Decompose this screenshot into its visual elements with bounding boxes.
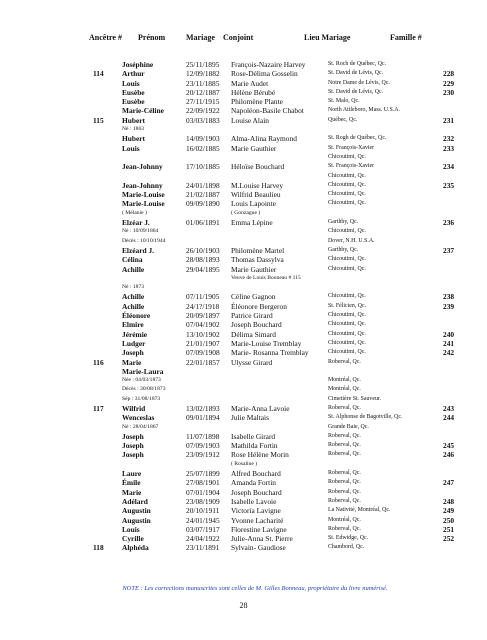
first-name: Né : 10/09/1864	[122, 228, 159, 235]
marriage-place: Garthby, Qc.	[328, 219, 359, 226]
spouse-name: Marie-Louise Tremblay	[231, 338, 302, 348]
marriage-place: Chicoutimi, Qc.	[328, 172, 366, 179]
marriage-date: 22/01/1857	[186, 357, 220, 367]
first-name: Augustin	[122, 515, 151, 525]
marriage-date: 13/10/1902	[186, 329, 220, 339]
table-row	[0, 134, 487, 143]
first-name: Joseph	[122, 441, 144, 451]
first-name: Louis	[122, 143, 140, 153]
table-row	[0, 79, 487, 88]
spouse-name: Hélène Bérubé	[231, 87, 276, 97]
first-name: Eusèbe	[122, 87, 145, 97]
family-number: 240	[443, 329, 455, 339]
table-row	[0, 543, 487, 552]
spouse-name: Ulysse Girard	[231, 357, 273, 367]
marriage-date: 24/04/1922	[186, 534, 220, 544]
marriage-place: Montréal, Qc.	[328, 377, 361, 384]
spouse-name: Alfred Bouchard	[231, 469, 281, 479]
table-row	[0, 283, 487, 292]
first-name: Sép : 31/08/1873	[122, 395, 161, 402]
header-marriage: Mariage	[186, 33, 215, 42]
first-name: Émile	[122, 478, 141, 488]
marriage-place: Roberval, Qc.	[328, 432, 361, 439]
family-number: 234	[443, 162, 455, 172]
first-name: ( Mélanie )	[122, 209, 147, 216]
first-name: Jean-Johnny	[122, 162, 163, 172]
first-name: Éléonore	[122, 311, 151, 321]
marriage-date: 28/08/1893	[186, 255, 220, 265]
spouse-name: Emma Lépine	[231, 218, 273, 228]
spouse-name: Louise Alain	[231, 115, 269, 125]
spouse-name: Joseph Bouchard	[231, 487, 282, 497]
marriage-date: 23/09/1912	[186, 450, 220, 460]
spouse-name: Rose Hélène Morin	[231, 450, 289, 460]
marriage-place: North Attleboro, Mass. U.S.A.	[328, 107, 400, 114]
table-row	[0, 525, 487, 534]
ancestor-number: 117	[93, 403, 104, 413]
marriage-place: St. Edwidge, Qc.	[328, 535, 369, 542]
table-row	[0, 404, 487, 413]
table-row	[0, 255, 487, 264]
spouse-name: Sylvain- Gaudiose	[231, 543, 286, 553]
marriage-place: Garthby, Qc.	[328, 246, 359, 253]
table-row	[0, 265, 487, 274]
first-name: Hubert	[122, 115, 145, 125]
spouse-name: Philomène Martel	[231, 245, 285, 255]
marriage-place: Roberval, Qc.	[328, 451, 361, 458]
spouse-name: Éléonore Bergeron	[231, 301, 287, 311]
marriage-place: Notre Dame de Lévis, Qc.	[328, 79, 390, 86]
table-row	[0, 367, 487, 376]
family-number: 236	[443, 218, 455, 228]
first-name: Elmire	[122, 320, 144, 330]
spouse-name: Marie Gauthier	[231, 264, 277, 274]
marriage-date: 07/01/1904	[186, 487, 220, 497]
table-row	[0, 125, 487, 134]
first-name: Joséphine	[122, 60, 154, 69]
family-number: 231	[443, 115, 455, 125]
family-number: 244	[443, 413, 455, 423]
table-row	[0, 246, 487, 255]
first-name: Marie	[122, 357, 142, 367]
marriage-date: 20/10/1911	[186, 506, 220, 516]
spouse-name: Mathilda Fortin	[231, 441, 278, 451]
family-number: 243	[443, 403, 455, 413]
marriage-place: Chicoutimi, Qc.	[328, 330, 366, 337]
marriage-place: Chicoutimi, Qc.	[328, 312, 366, 319]
family-number: 249	[443, 506, 455, 516]
table-row	[0, 153, 487, 162]
marriage-date: 07/04/1902	[186, 320, 220, 330]
marriage-place: St. David de Lévis, Qc.	[328, 88, 384, 95]
table-row	[0, 172, 487, 181]
marriage-date: 21/01/1907	[186, 338, 220, 348]
table-row	[0, 478, 487, 487]
marriage-date: 14/09/1903	[186, 134, 220, 144]
first-name: Alphéda	[122, 543, 149, 553]
header-spouse: Conjoint	[223, 33, 254, 42]
first-name: Joseph	[122, 348, 144, 358]
marriage-date: 20/09/1897	[186, 311, 220, 321]
family-number: 251	[443, 524, 455, 534]
first-name: Wenceslas	[122, 413, 155, 423]
table-row	[0, 348, 487, 357]
marriage-place: St. Alphonse de Bagotville, Qc.	[328, 414, 403, 421]
table-row	[0, 88, 487, 97]
family-number: 247	[443, 478, 455, 488]
first-name: Jérémie	[122, 329, 148, 339]
marriage-date: 24/1?/1918	[186, 301, 220, 311]
spouse-name: Napoléon-Basile Chabot	[231, 106, 304, 116]
first-name: Célina	[122, 255, 143, 265]
first-name: Décès : 30/08/1873	[122, 386, 166, 393]
marriage-date: 01/06/1891	[186, 218, 220, 228]
spouse-name: Alma-Alina Raymond	[231, 134, 297, 144]
ancestor-number: 116	[93, 357, 104, 367]
marriage-date: 07/09/1908	[186, 348, 220, 358]
family-number: 230	[443, 87, 455, 97]
marriage-place: Roberval, Qc.	[328, 404, 361, 411]
first-name: Ludger	[122, 338, 146, 348]
marriage-date: 16/02/1885	[186, 143, 220, 153]
ancestor-number: 115	[93, 115, 104, 125]
first-name: Augustin	[122, 506, 151, 516]
marriage-place: Chicoutimi, Qc.	[328, 153, 366, 160]
marriage-date: 11/07/1898	[186, 431, 220, 441]
marriage-place: Roberval, Qc.	[328, 470, 361, 477]
table-row	[0, 423, 487, 432]
marriage-place: Chambord, Qc.	[328, 544, 365, 551]
marriage-date: 03/03/1883	[186, 115, 220, 125]
marriage-place: St. Rogh de Québec, Qc.	[328, 135, 387, 142]
spouse-name: Marie Audet	[231, 78, 269, 88]
page-number: 28	[239, 601, 248, 610]
table-row	[0, 534, 487, 543]
first-name: Marie-Louise	[122, 190, 165, 200]
marriage-place: Roberval, Qc.	[328, 442, 361, 449]
marriage-date: 29/04/1895	[186, 264, 220, 274]
marriage-date: 24/01/1945	[186, 515, 220, 525]
marriage-date: 24/01/1898	[186, 180, 220, 190]
ancestor-number: 118	[93, 543, 104, 553]
marriage-date: 09/01/1894	[186, 413, 220, 423]
marriage-place: Chicoutimi, Qc.	[328, 321, 366, 328]
spouse-name: Thomas Dassylva	[231, 255, 284, 265]
first-name: Achille	[122, 292, 145, 302]
genealogy-table	[0, 60, 487, 553]
marriage-place: La Nativité, Montréal, Qc.	[328, 507, 391, 514]
spouse-name: Héloïse Bouchard	[231, 162, 285, 172]
family-number: 246	[443, 450, 455, 460]
marriage-place: St. Félicien, Qc.	[328, 302, 367, 309]
header-ancestor: Ancêtre #	[89, 33, 122, 42]
first-name: Joseph	[122, 450, 144, 460]
table-row	[0, 311, 487, 320]
table-row	[0, 60, 487, 69]
header-place: Lieu Mariage	[304, 33, 351, 42]
table-row	[0, 190, 487, 199]
first-name: Hubert	[122, 134, 145, 144]
first-name: Marie-Laura	[122, 366, 164, 376]
marriage-date: 13/02/1893	[186, 403, 220, 413]
marriage-date: 27/08/1901	[186, 478, 220, 488]
table-row	[0, 227, 487, 236]
marriage-date: 23/08/1909	[186, 496, 220, 506]
first-name: Joseph	[122, 431, 144, 441]
table-row	[0, 209, 487, 218]
marriage-place: Roberval, Qc.	[328, 497, 361, 504]
first-name: Louis	[122, 78, 140, 88]
spouse-name: ( Gonzague )	[231, 209, 261, 216]
table-row	[0, 488, 487, 497]
marriage-place: Chicoutimi, Qc.	[328, 228, 366, 235]
marriage-date: 23/11/1885	[186, 78, 220, 88]
spouse-name: Joseph Bouchard	[231, 320, 282, 330]
table-row	[0, 506, 487, 515]
family-number: 242	[443, 348, 455, 358]
table-row	[0, 460, 487, 469]
marriage-date: 12/09/1882	[186, 69, 220, 79]
first-name: Arthur	[122, 69, 145, 79]
family-number: 229	[443, 78, 455, 88]
spouse-name: Amanda Fortin	[231, 478, 276, 488]
spouse-name: Julie-Anna St. Pierre	[231, 534, 293, 544]
table-row	[0, 199, 487, 208]
marriage-place: Chicoutimi, Qc.	[328, 256, 366, 263]
table-row	[0, 302, 487, 311]
table-row	[0, 358, 487, 367]
marriage-place: Montréal, Qc.	[328, 516, 361, 523]
marriage-date: 07/11/1905	[186, 292, 220, 302]
marriage-place: Dover, N.H. U.S.A.	[328, 237, 375, 244]
spouse-name: Patrice Girard	[231, 311, 273, 321]
table-row	[0, 385, 487, 394]
marriage-date: 25/07/1899	[186, 469, 220, 479]
spouse-name: ( Rosaline )	[231, 460, 258, 467]
marriage-place: Chicoutimi, Qc.	[328, 339, 366, 346]
table-row	[0, 450, 487, 459]
table-row	[0, 469, 487, 478]
marriage-place: St. François-Xavier	[328, 144, 375, 151]
first-name: Marie-Louise	[122, 199, 165, 209]
table-row	[0, 69, 487, 78]
marriage-date: 03/07/1917	[186, 524, 220, 534]
marriage-date: 25/11/1895	[186, 60, 220, 69]
first-name: Née : 04/03/1873	[122, 377, 161, 384]
marriage-place: Montréal, Qc.	[328, 386, 361, 393]
spouse-name: Céline Gagnon	[231, 292, 276, 302]
family-number: 250	[443, 515, 455, 525]
marriage-place: St. Roch de Québec, Qc.	[328, 61, 387, 67]
marriage-place: Cimetière St. Sauveur.	[328, 395, 382, 402]
marriage-date: 20/12/1887	[186, 87, 220, 97]
first-name: Elzéard J.	[122, 245, 155, 255]
marriage-place: Chicoutimi, Qc.	[328, 181, 366, 188]
family-number: 235	[443, 180, 455, 190]
marriage-place: Chicoutimi, Qc.	[328, 265, 366, 272]
marriage-place: St. David de Lévis, Qc.	[328, 70, 384, 77]
spouse-name: François-Nazaire Harvey	[231, 60, 306, 69]
spouse-name: Isabelle Girard	[231, 431, 276, 441]
first-name: Né : 1873	[122, 284, 145, 291]
marriage-date: 26/10/1903	[186, 245, 220, 255]
first-name: Achille	[122, 264, 145, 274]
family-number: 241	[443, 338, 455, 348]
header-firstname: Prénom	[138, 33, 166, 42]
table-row	[0, 339, 487, 348]
spouse-name: Philomène Plante	[231, 97, 283, 107]
table-row	[0, 413, 487, 422]
table-row	[0, 376, 487, 385]
table-row	[0, 395, 487, 404]
table-row	[0, 181, 487, 190]
first-name: Cyrille	[122, 534, 144, 544]
marriage-place: Chicoutimi, Qc.	[328, 349, 366, 356]
family-number: 232	[443, 134, 455, 144]
marriage-date: 27/11/1915	[186, 97, 220, 107]
first-name: Louis	[122, 524, 140, 534]
marriage-place: Grande Baie, Qc.	[328, 423, 369, 430]
table-row	[0, 274, 487, 283]
header-family: Famille #	[390, 33, 422, 42]
spouse-name: M.Louise Harvey	[231, 180, 284, 190]
first-name: Wilfrid	[122, 403, 146, 413]
marriage-date: 07/09/1903	[186, 441, 220, 451]
marriage-date: 17/10/1885	[186, 162, 220, 172]
spouse-name: Wilfrid Beaulieu	[231, 190, 281, 200]
marriage-place: Roberval, Qc.	[328, 488, 361, 495]
spouse-name: Louis Lapointe	[231, 199, 276, 209]
first-name: Né : 1863	[122, 126, 145, 133]
spouse-name: Marie-Anna Lavoie	[231, 403, 290, 413]
table-row	[0, 516, 487, 525]
spouse-name: Marie Gauthier	[231, 143, 277, 153]
family-number: 239	[443, 301, 455, 311]
spouse-name: Yvonne Lacharité	[231, 515, 284, 525]
table-row	[0, 432, 487, 441]
table-row	[0, 330, 487, 339]
first-name: Marie	[122, 487, 142, 497]
family-number: 252	[443, 534, 455, 544]
spouse-name: Marie- Rosanna Tremblay	[231, 348, 309, 358]
spouse-name: Délima Simard	[231, 329, 276, 339]
marriage-place: St. François-Xavier	[328, 163, 375, 170]
ancestor-number: 114	[93, 69, 104, 79]
first-name: Né : 28/04/1867	[122, 423, 159, 430]
table-row	[0, 218, 487, 227]
table-row	[0, 497, 487, 506]
table-row	[0, 441, 487, 450]
table-row	[0, 292, 487, 301]
marriage-date: 23/11/1891	[186, 543, 220, 553]
family-number: 228	[443, 69, 455, 79]
footnote: NOTE : Les corrections manuscrites sont celles de M. Gilles Bonneau, propriétaire du livre numérisé.	[122, 585, 388, 592]
marriage-date: 21/02/1887	[186, 190, 220, 200]
marriage-place: Chicoutimi, Qc.	[328, 191, 366, 198]
marriage-place: Québec, Qc.	[328, 116, 358, 123]
table-row	[0, 162, 487, 171]
family-number: 245	[443, 441, 455, 451]
table-row	[0, 106, 487, 115]
marriage-date: 09/09/1890	[186, 199, 220, 209]
first-name: Laure	[122, 469, 142, 479]
marriage-place: Roberval, Qc.	[328, 479, 361, 486]
marriage-place: Roberval, Qc.	[328, 525, 361, 532]
table-row	[0, 97, 487, 106]
first-name: Eusèbe	[122, 97, 145, 107]
first-name: Adélard	[122, 496, 148, 506]
spouse-name: Veuve de Louis Bonneau # 115	[231, 274, 301, 281]
table-row	[0, 144, 487, 153]
marriage-place: Chicoutimi, Qc.	[328, 293, 366, 300]
table-row	[0, 237, 487, 246]
family-number: 238	[443, 292, 455, 302]
spouse-name: Rose-Délima Gosselin	[231, 69, 298, 79]
first-name: Achille	[122, 301, 145, 311]
family-number: 248	[443, 496, 455, 506]
spouse-name: Isabelle Lavoie	[231, 496, 277, 506]
marriage-place: Roberval, Qc.	[328, 358, 361, 365]
spouse-name: Florestine Lavigne	[231, 524, 287, 534]
first-name: Elzéar J.	[122, 218, 150, 228]
family-number: 237	[443, 245, 455, 255]
first-name: Marie-Céline	[122, 106, 164, 116]
marriage-place: St. Malo, Qc.	[328, 98, 360, 105]
spouse-name: Julie Maltais	[231, 413, 269, 423]
table-row	[0, 320, 487, 329]
family-number: 233	[443, 143, 455, 153]
marriage-date: 22/09/1922	[186, 106, 220, 116]
spouse-name: Victoria Lavigne	[231, 506, 281, 516]
table-row	[0, 116, 487, 125]
marriage-place: Chicoutimi, Qc.	[328, 200, 366, 207]
first-name: Décès : 10/10/1944	[122, 237, 166, 244]
first-name: Jean-Johnny	[122, 180, 163, 190]
